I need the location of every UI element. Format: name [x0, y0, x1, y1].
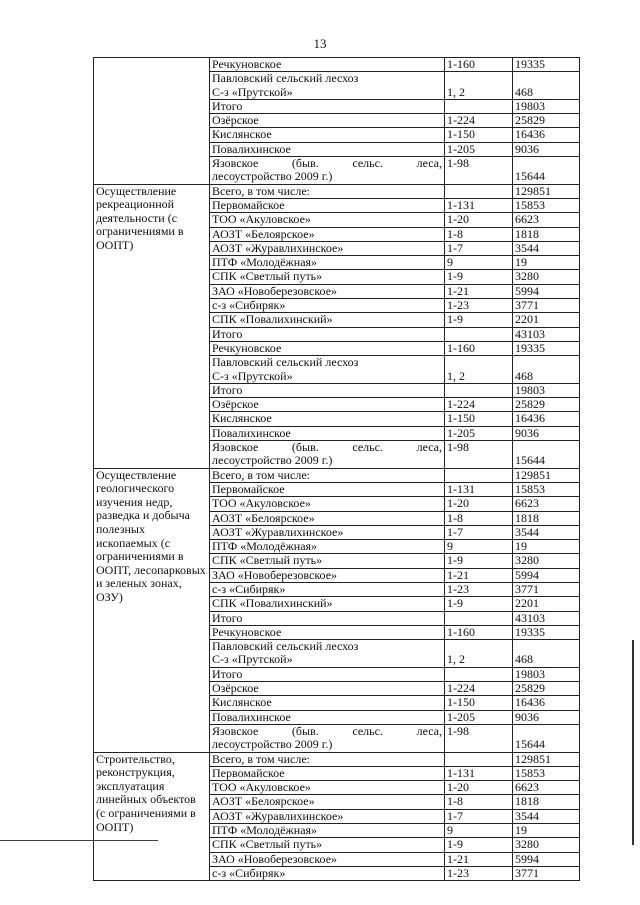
area-cell: 16436 — [513, 696, 580, 710]
scan-edge-line — [632, 640, 634, 845]
quarters-cell: 9 — [445, 540, 513, 554]
area-cell: 5994 — [513, 852, 580, 866]
area-cell: 2201 — [513, 313, 580, 327]
area-cell: 15644 — [513, 724, 580, 752]
table-row — [94, 752, 580, 766]
forestry-name-cell: ПТФ «Молодёжная» — [210, 540, 445, 554]
forestry-name-cell — [210, 640, 445, 668]
quarters-cell — [445, 327, 513, 341]
quarters-cell: 1-98 — [445, 724, 513, 752]
area-cell: 15644 — [513, 157, 580, 185]
forestry-name-cell: ЗАО «Новоберезовское» — [210, 852, 445, 866]
area-cell: 15644 — [513, 441, 580, 469]
forestry-name-cell: АОЗТ «Белоярское» — [210, 795, 445, 809]
area-cell: 9036 — [513, 426, 580, 440]
forestry-name-cell: Повалихинское — [210, 710, 445, 724]
quarters-cell: 9 — [445, 824, 513, 838]
forestry-name-cell: Первомайское — [210, 198, 445, 212]
quarters-cell — [445, 752, 513, 766]
forestry-name-cell: ТОО «Акуловское» — [210, 497, 445, 511]
forestry-name-cell: Кислянское — [210, 412, 445, 426]
forestry-name-cell: Озёрское — [210, 114, 445, 128]
forestry-name-cell: АОЗТ «Белоярское» — [210, 227, 445, 241]
area-cell: 19 — [513, 540, 580, 554]
quarters-cell: 1-98 — [445, 441, 513, 469]
quarters-cell: 1-160 — [445, 625, 513, 639]
quarters-cell: 1-21 — [445, 852, 513, 866]
forestry-name-cell — [210, 356, 445, 384]
area-cell: 3544 — [513, 241, 580, 255]
quarters-cell: 1-7 — [445, 241, 513, 255]
area-cell: 129851 — [513, 468, 580, 482]
area-cell: 468 — [513, 356, 580, 384]
forestry-name-cell: Первомайское — [210, 482, 445, 496]
forestry-name-cell — [210, 724, 445, 752]
area-cell: 15853 — [513, 482, 580, 496]
forestry-name-line: лесоустройство 2009 г.) — [212, 169, 333, 184]
quarters-cell: 1-20 — [445, 497, 513, 511]
quarters-cell: 1-150 — [445, 696, 513, 710]
area-cell: 468 — [513, 640, 580, 668]
forestry-name-cell: Речкуновское — [210, 341, 445, 355]
forestry-name-cell: Речкуновское — [210, 625, 445, 639]
forestry-name-cell: Итого — [210, 667, 445, 681]
forestry-name-cell: с-з «Сибиряк» — [210, 582, 445, 596]
forestry-name-line: С-з «Прутской» — [212, 652, 293, 667]
forest-use-table — [93, 57, 580, 881]
forestry-name-line: Язовское (быв. сельс. леса, — [212, 724, 442, 738]
quarters-cell: 1-7 — [445, 525, 513, 539]
forestry-name-cell: Повалихинское — [210, 426, 445, 440]
forestry-name-cell: Озёрское — [210, 682, 445, 696]
quarters-cell: 1-9 — [445, 554, 513, 568]
forestry-name-cell: СПК «Светлый путь» — [210, 554, 445, 568]
area-cell: 129851 — [513, 184, 580, 198]
area-cell: 19 — [513, 824, 580, 838]
forestry-name-cell — [210, 157, 445, 185]
table-row — [94, 58, 580, 72]
quarters-cell — [445, 611, 513, 625]
area-cell: 5994 — [513, 284, 580, 298]
quarters-cell: 1-23 — [445, 299, 513, 313]
quarters-cell: 1, 2 — [445, 640, 513, 668]
area-cell: 6623 — [513, 781, 580, 795]
area-cell: 129851 — [513, 752, 580, 766]
quarters-cell: 1-23 — [445, 582, 513, 596]
forestry-name-cell: ТОО «Акуловское» — [210, 213, 445, 227]
forestry-name-cell: с-з «Сибиряк» — [210, 299, 445, 313]
table-row — [94, 468, 580, 482]
forestry-name-line: лесоустройство 2009 г.) — [212, 737, 333, 752]
forestry-name-line: Язовское (быв. сельс. леса, — [212, 156, 442, 171]
forestry-name-cell: Всего, в том числе: — [210, 184, 445, 198]
forestry-name-cell: ТОО «Акуловское» — [210, 781, 445, 795]
forestry-name-cell: Речкуновское — [210, 58, 445, 72]
forestry-name-line: Павловский сельский лесхоз — [212, 355, 359, 370]
area-cell: 3771 — [513, 582, 580, 596]
area-cell: 16436 — [513, 412, 580, 426]
quarters-cell: 1-150 — [445, 128, 513, 142]
forestry-name-cell: СПК «Повалихинский» — [210, 313, 445, 327]
quarters-cell: 1-23 — [445, 866, 513, 880]
forestry-name-cell: Итого — [210, 327, 445, 341]
quarters-cell: 1-160 — [445, 58, 513, 72]
area-cell: 19803 — [513, 99, 580, 113]
forestry-name-cell: ЗАО «Новоберезовское» — [210, 568, 445, 582]
quarters-cell — [445, 667, 513, 681]
forestry-name-cell: Итого — [210, 611, 445, 625]
quarters-cell: 1-224 — [445, 682, 513, 696]
quarters-cell: 1-8 — [445, 795, 513, 809]
area-cell: 19 — [513, 256, 580, 270]
forestry-name-line: Язовское (быв. сельс. леса, — [212, 440, 442, 455]
forestry-name-cell: СПК «Светлый путь» — [210, 838, 445, 852]
area-cell: 3544 — [513, 809, 580, 823]
area-cell: 1818 — [513, 795, 580, 809]
quarters-cell: 1-9 — [445, 838, 513, 852]
area-cell: 15853 — [513, 198, 580, 212]
quarters-cell — [445, 468, 513, 482]
area-cell: 25829 — [513, 398, 580, 412]
quarters-cell: 9 — [445, 256, 513, 270]
forestry-name-cell: Всего, в том числе: — [210, 468, 445, 482]
area-cell: 6623 — [513, 213, 580, 227]
quarters-cell: 1-98 — [445, 157, 513, 185]
forestry-name-cell: Итого — [210, 99, 445, 113]
area-cell: 16436 — [513, 128, 580, 142]
area-cell: 3280 — [513, 838, 580, 852]
area-cell: 43103 — [513, 327, 580, 341]
quarters-cell: 1-224 — [445, 114, 513, 128]
quarters-cell — [445, 383, 513, 397]
quarters-cell: 1-205 — [445, 142, 513, 156]
page-number: 13 — [313, 36, 327, 51]
area-cell: 3280 — [513, 270, 580, 284]
forestry-name-cell: Повалихинское — [210, 142, 445, 156]
area-cell: 1818 — [513, 227, 580, 241]
area-cell: 19335 — [513, 58, 580, 72]
area-cell: 9036 — [513, 710, 580, 724]
footnote-separator — [0, 840, 158, 841]
quarters-cell: 1-224 — [445, 398, 513, 412]
table-body — [94, 58, 580, 881]
activity-cell — [94, 58, 210, 185]
area-cell: 19803 — [513, 667, 580, 681]
area-cell: 5994 — [513, 568, 580, 582]
quarters-cell: 1-21 — [445, 284, 513, 298]
area-cell: 15853 — [513, 766, 580, 780]
forestry-name-cell: СПК «Светлый путь» — [210, 270, 445, 284]
activity-cell: Осуществление рекреационной деятельности (с ограничениями в ООПТ) — [94, 184, 210, 468]
quarters-cell: 1-21 — [445, 568, 513, 582]
forestry-name-line: лесоустройство 2009 г.) — [212, 453, 333, 468]
area-cell: 2201 — [513, 597, 580, 611]
table-row — [94, 184, 580, 198]
area-cell: 25829 — [513, 682, 580, 696]
quarters-cell: 1, 2 — [445, 356, 513, 384]
quarters-cell: 1-9 — [445, 270, 513, 284]
forestry-name-cell: ПТФ «Молодёжная» — [210, 824, 445, 838]
quarters-cell: 1-8 — [445, 227, 513, 241]
forestry-name-cell: Озёрское — [210, 398, 445, 412]
forestry-name-cell: Первомайское — [210, 766, 445, 780]
forestry-name-line: С-з «Прутской» — [212, 368, 293, 383]
forestry-name-line: С-з «Прутской» — [212, 84, 293, 99]
quarters-cell: 1-150 — [445, 412, 513, 426]
quarters-cell — [445, 184, 513, 198]
quarters-cell: 1-131 — [445, 198, 513, 212]
quarters-cell: 1-160 — [445, 341, 513, 355]
area-cell: 3771 — [513, 299, 580, 313]
area-cell: 19803 — [513, 383, 580, 397]
quarters-cell: 1-131 — [445, 766, 513, 780]
area-cell: 3280 — [513, 554, 580, 568]
area-cell: 6623 — [513, 497, 580, 511]
area-cell: 25829 — [513, 114, 580, 128]
activity-cell: Осуществление геологического изучения недр, разведка и добыча полезных ископаемых (с ограничениями в ООПТ, лесопарковых и зеленых зонах, ОЗУ) — [94, 468, 210, 752]
forestry-name-line: Павловский сельский лесхоз — [212, 71, 359, 86]
forestry-name-cell: АОЗТ «Журавлихинское» — [210, 525, 445, 539]
forestry-name-cell: Итого — [210, 383, 445, 397]
area-cell: 3544 — [513, 525, 580, 539]
quarters-cell: 1-131 — [445, 482, 513, 496]
quarters-cell: 1-7 — [445, 809, 513, 823]
forestry-name-cell: Кислянское — [210, 696, 445, 710]
forestry-name-cell: ЗАО «Новоберезовское» — [210, 284, 445, 298]
quarters-cell: 1-20 — [445, 213, 513, 227]
quarters-cell: 1-9 — [445, 597, 513, 611]
area-cell: 19335 — [513, 341, 580, 355]
area-cell: 3771 — [513, 866, 580, 880]
forestry-name-cell: АОЗТ «Журавлихинское» — [210, 241, 445, 255]
area-cell: 468 — [513, 72, 580, 100]
quarters-cell: 1-20 — [445, 781, 513, 795]
forestry-name-line: Павловский сельский лесхоз — [212, 639, 359, 654]
activity-cell: Строительство, реконструкция, эксплуатация линейных объектов (с ограничениями в ООПТ) — [94, 752, 210, 881]
area-cell: 1818 — [513, 511, 580, 525]
quarters-cell: 1-9 — [445, 313, 513, 327]
quarters-cell: 1, 2 — [445, 72, 513, 100]
forestry-name-cell — [210, 441, 445, 469]
forestry-name-cell: Кислянское — [210, 128, 445, 142]
forestry-name-cell: СПК «Повалихинский» — [210, 597, 445, 611]
quarters-cell: 1-8 — [445, 511, 513, 525]
forestry-name-cell: ПТФ «Молодёжная» — [210, 256, 445, 270]
forestry-name-cell — [210, 72, 445, 100]
forestry-name-cell: с-з «Сибиряк» — [210, 866, 445, 880]
quarters-cell — [445, 99, 513, 113]
quarters-cell: 1-205 — [445, 426, 513, 440]
quarters-cell: 1-205 — [445, 710, 513, 724]
area-cell: 9036 — [513, 142, 580, 156]
forestry-name-cell: АОЗТ «Журавлихинское» — [210, 809, 445, 823]
forestry-name-cell: Всего, в том числе: — [210, 752, 445, 766]
forestry-name-cell: АОЗТ «Белоярское» — [210, 511, 445, 525]
area-cell: 43103 — [513, 611, 580, 625]
area-cell: 19335 — [513, 625, 580, 639]
